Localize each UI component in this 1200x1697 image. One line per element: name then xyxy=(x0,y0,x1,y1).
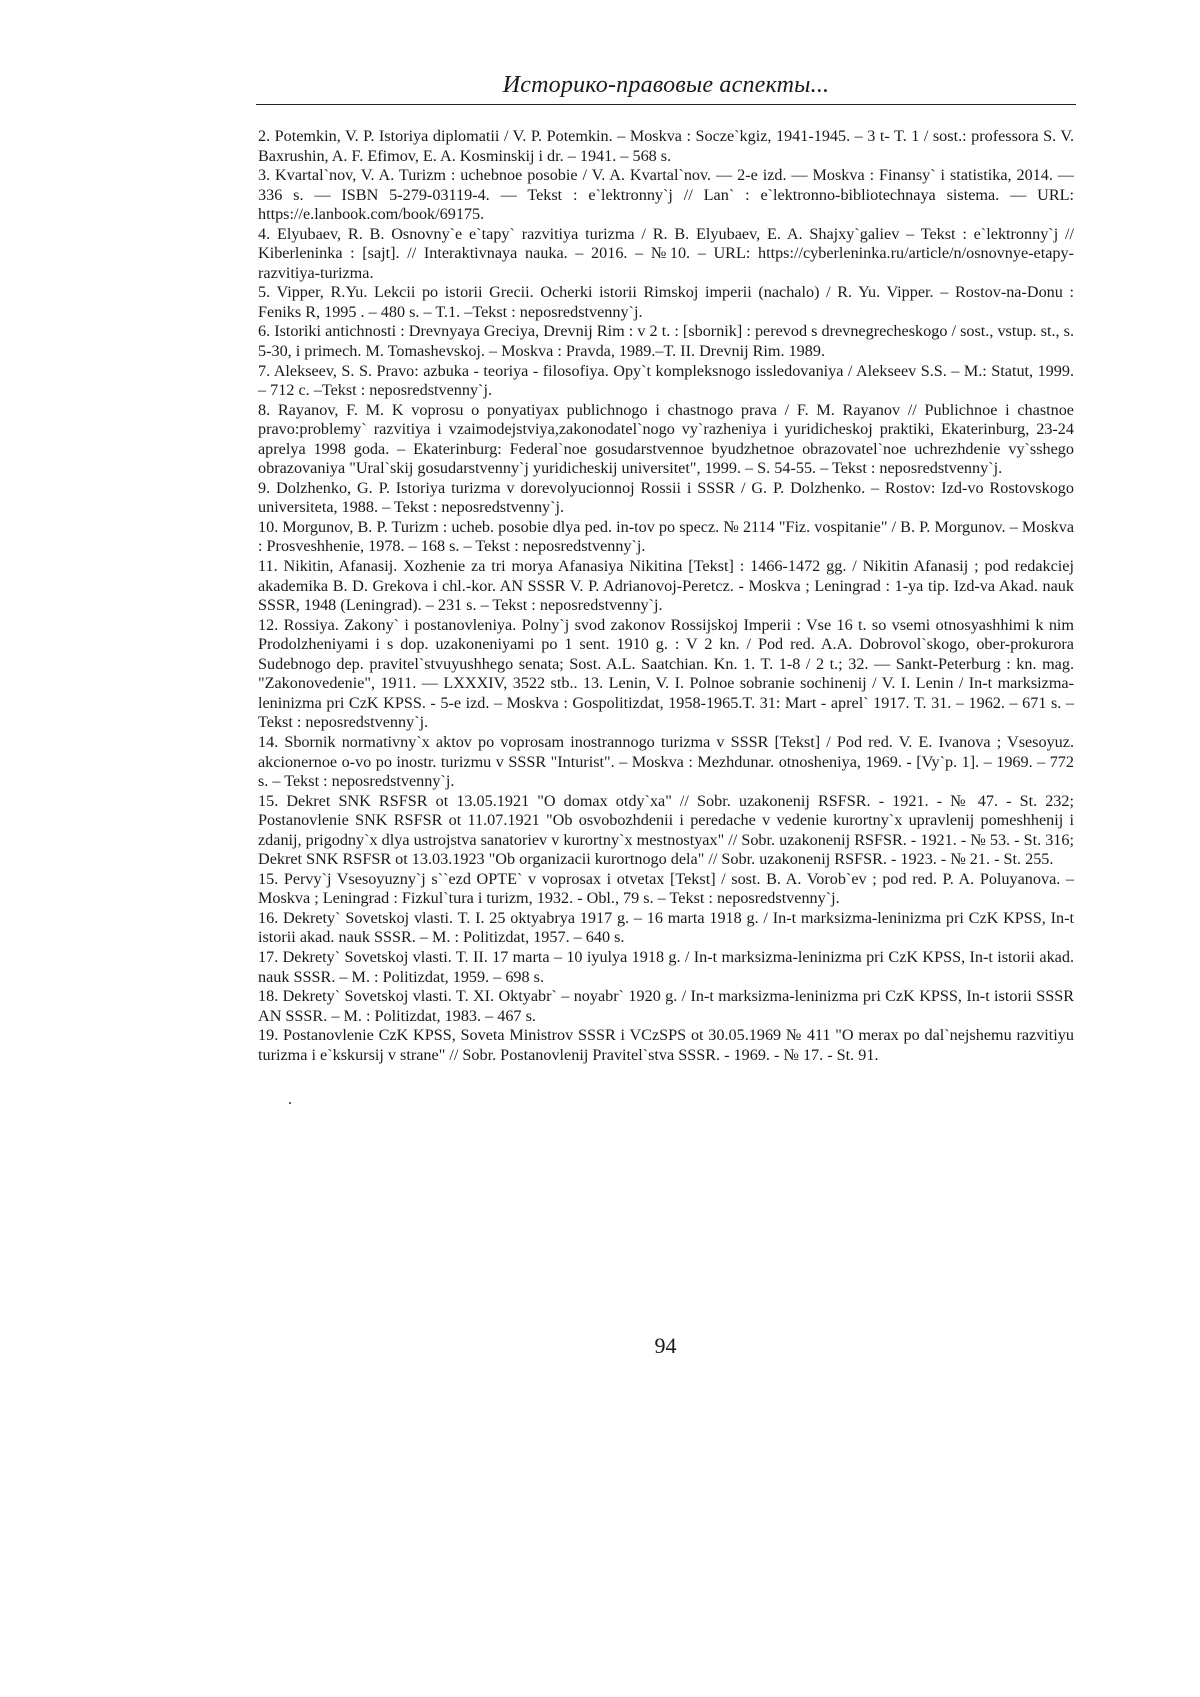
reference-list xyxy=(258,127,1074,1065)
reference-item: 11. Nikitin, Afanasij. Xozhenie za tri morya Afanasiya Nikitina [Tekst] : 1466-1472 gg. / Nikitin Afanasij ; pod redakciej akademika B. D. Grekova i chl.-kor. AN SSSR V. P. Adrianovoj-Peretcz. - Moskva ; Leningrad : 1-ya tip. Izd-va Akad. nauk SSSR, 1948 (Leningrad). – 231 s. – Tekst : neposredstvenny`j. xyxy=(258,557,1074,615)
reference-item: 18. Dekrety` Sovetskoj vlasti. T. XI. Oktyabr` – noyabr` 1920 g. / In-t marksizma-leninizma pri CzK KPSS, In-t istorii SSSR AN SSSR. – M. : Politizdat, 1983. – 467 s. xyxy=(258,987,1074,1025)
reference-item: 10. Morgunov, B. P. Turizm : ucheb. posobie dlya ped. in-tov po specz. № 2114 "Fiz. vospitanie" / B. P. Morgunov. – Moskva : Prosveshhenie, 1978. – 168 s. – Tekst : neposredstvenny`j. xyxy=(258,517,1074,556)
reference-item: 15. Dekret SNK RSFSR ot 13.05.1921 "O domax otdy`xa" // Sobr. uzakonenij RSFSR. - 1921. - № 47. - St. 232; Postanovlenie SNK RSFSR ot 11.07.1921 "Ob osvobozhdenii i peredache v vedenie kurortny`x upravlenij pomeshhenij i zdanij, prigodny`x dlya ustrojstva sanatoriev v kurortny`x mestnostyax" // Sobr. uzakonenij RSFSR. - 1921. - № 53. - St. 316; Dekret SNK RSFSR ot 13.03.1923 "Ob organizacii kurortnogo dela" // Sobr. uzakonenij RSFSR. - 1923. - № 21. - St. 255. xyxy=(258,791,1074,869)
reference-item: 4. Elyubaev, R. B. Osnovny`e e`tapy` razvitiya turizma / R. B. Elyubaev, E. A. Shajxy`galiev – Tekst : e`lektronny`j // Kiberleninka : [sajt]. // Interaktivnaya nauka. – 2016. – №10. – URL: https://cyberleninka.ru/article/n/osnovnye-etapy-razvitiya-turizma. xyxy=(258,224,1074,282)
reference-item: 15. Pervy`j Vsesoyuzny`j s``ezd OPTE` v voprosax i otvetax [Tekst] / sost. B. A. Vorob`ev ; pod red. P. A. Poluyanova. – Moskva ; Leningrad : Fizkul`tura i turizm, 1932. - Obl., 79 s. – Tekst : neposredstvenny`j. xyxy=(258,869,1074,908)
reference-item: 5. Vipper, R.Yu. Lekcii po istorii Grecii. Ocherki istorii Rimskoj imperii (nachalo) / R. Yu. Vipper. – Rostov-na-Donu : Feniks R, 1995 . – 480 s. – T.1. –Tekst : neposredstvenny`j. xyxy=(258,283,1074,321)
reference-item: 2. Potemkin, V. P. Istoriya diplomatii / V. P. Potemkin. – Moskva : Socze`kgiz, 1941-1945. – 3 t- T. 1 / sost.: professora S. V. Baxrushin, A. F. Efimov, E. A. Kosminskij i dr. – 1941. – 568 s. xyxy=(258,127,1074,165)
reference-item: 7. Alekseev, S. S. Pravo: azbuka - teoriya - filosofiya. Opy`t kompleksnogo issledovaniya / Alekseev S.S. – M.: Statut, 1999. – 712 c. –Tekst : neposredstvenny`j. xyxy=(258,361,1074,400)
reference-item: 6. Istoriki antichnosti : Drevnyaya Greciya, Drevnij Rim : v 2 t. : [sbornik] : perevod s drevnegrecheskogo / sost., vstup. st., s. 5-30, i primech. M. Tomashevskoj. – Moskva : Pravda, 1989.–T. II. Drevnij Rim. 1989. xyxy=(258,322,1074,361)
running-header: Историко-правовые аспекты... xyxy=(502,72,830,98)
reference-item: 17. Dekrety` Sovetskoj vlasti. T. II. 17 marta – 10 iyulya 1918 g. / In-t marksizma-leninizma pri CzK KPSS, In-t istorii akad. nauk SSSR. – M. : Politizdat, 1959. – 698 s. xyxy=(258,947,1074,986)
reference-item: 9. Dolzhenko, G. P. Istoriya turizma v dorevolyucionnoj Rossii i SSSR / G. P. Dolzhenko. – Rostov: Izd-vo Rostovskogo universiteta, 1988. – Tekst : neposredstvenny`j. xyxy=(258,478,1074,517)
reference-item: 14. Sbornik normativny`x aktov po voprosam inostrannogo turizma v SSSR [Tekst] / Pod red. V. E. Ivanova ; Vsesoyuz. akcionernoe o-vo po inostr. turizmu v SSSR "Inturist". – Moskva : Mezhdunar. otnosheniya, 1969. - [Vy`p. 1]. – 1969. – 772 s. – Tekst : neposredstvenny`j. xyxy=(258,732,1074,791)
page-number: 94 xyxy=(654,1333,677,1358)
header-rule xyxy=(256,104,1076,105)
reference-item: 3. Kvartal`nov, V. A. Turizm : uchebnoe posobie / V. A. Kvartal`nov. — 2-e izd. — Moskva : Finansy` i statistika, 2014. — 336 s. — ISBN 5-279-03119-4. — Tekst : e`lektronny`j // Lan` : e`lektronno-bibliotechnaya sistema. — URL: https://e.lanbook.com/book/69175. xyxy=(258,166,1074,224)
trailing-mark: . xyxy=(288,1091,292,1108)
reference-item: 12. Rossiya. Zakony` i postanovleniya. Polny`j svod zakonov Rossijskoj Imperii : Vse 16 t. so vsemi otnosyashhimi k nim Prodolzheniyami i s dop. uzakoneniyami po 1 sent. 1910 g. : V 2 kn. / Pod red. A.A. Dobrovol`skogo, ober-prokurora Sudebnogo dep. pravitel`stvuyushhego senata; Sost. A.L. Saatchian. Kn. 1. T. 1-8 / 2 t.; 32. — Sankt-Peterburg : kn. mag. "Zakonovedenie", 1911. — LXXXIV, 3522 stb.. 13. Lenin, V. I. Polnoe sobranie sochinenij / V. I. Lenin / In-t marksizma- leninizma pri CzK KPSS. - 5-e izd. – Moskva : Gospolitizdat, 1958-1965.T. 31: Mart - aprel` 1917. T. 31. – 1962. – 671 s. – Tekst : neposredstvenny`j. xyxy=(258,615,1074,732)
reference-item: 16. Dekrety` Sovetskoj vlasti. T. I. 25 oktyabrya 1917 g. – 16 marta 1918 g. / In-t marksizma-leninizma pri CzK KPSS, In-t istorii akad. nauk SSSR. – M. : Politizdat, 1957. – 640 s. xyxy=(258,908,1074,947)
reference-item: 19. Postanovlenie CzK KPSS, Soveta Ministrov SSSR i VCzSPS ot 30.05.1969 № 411 "O merax po dal`nejshemu razvitiyu turizma i e`kskursij v strane" // Sobr. Postanovlenij Pravitel`stva SSSR. - 1969. - № 17. - St. 91. xyxy=(258,1026,1074,1064)
reference-item: 8. Rayanov, F. M. K voprosu o ponyatiyax publichnogo i chastnogo prava / F. M. Rayanov // Publichnoe i chastnoe pravo:problemy` razvitiya i vzaimodejstviya,zakonodatel`nogo vy`razheniya i yuridicheskoj praktiki, Ekaterinburg, 23-24 aprelya 1998 goda. – Ekaterinburg: Federal`noe gosudarstvennoe byudzhetnoe obrazovatel`noe uchrezhdenie vy`sshego obrazovaniya "Ural`skij gosudarstvenny`j yuridicheskij universitet", 1999. – S. 54-55. – Tekst : neposredstvenny`j. xyxy=(258,400,1074,478)
